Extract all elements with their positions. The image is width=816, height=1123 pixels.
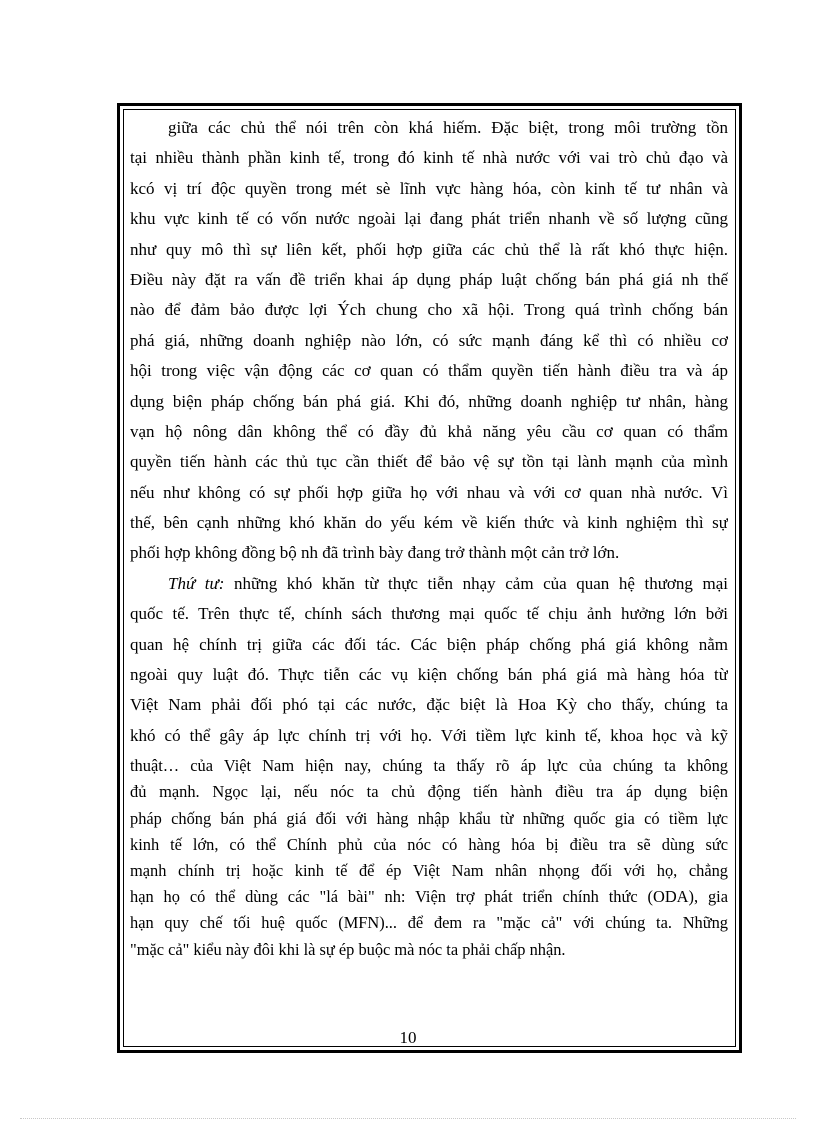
text-line: hạn họ có thể dùng các "lá bài" nh: Viện trợ phát triển chính thức (ODA), gia: [130, 887, 728, 907]
document-body: [130, 113, 728, 963]
text-line: giữa các chủ thể nói trên còn khá hiếm. Đặc biệt, trong môi trường tồn: [168, 118, 728, 137]
text-line: hạn quy chế tối huệ quốc (MFN)... để đem ra "mặc cả" với chúng ta. Những: [130, 913, 728, 933]
lower-text-section: [130, 753, 728, 963]
page-bottom-divider: [20, 1118, 796, 1119]
text-line: kinh tế lớn, có thể Chính phủ của nóc có hàng hóa bị điều tra sẽ dùng sức: [130, 834, 728, 854]
text-line: phối hợp không đồng bộ nh đã trình bày đang trở thành một cản trở lớn.: [130, 543, 620, 563]
text-line: phá giá, những doanh nghiệp nào lớn, có sức mạnh đáng kể thì có nhiều cơ: [130, 330, 728, 350]
text-line: tại nhiều thành phần kinh tế, trong đó kinh tế nhà nước với vai trò chủ đạo và: [130, 148, 728, 168]
text-line: thuật… của Việt Nam hiện nay, chúng ta thấy rõ áp lực của chúng ta không: [130, 756, 728, 776]
text-line: nào để đảm bảo được lợi Ých chung cho xã hội. Trong quá trình chống bán: [130, 300, 728, 320]
page-number: 10: [399, 1028, 417, 1047]
text-line: Điều này đặt ra vấn đề triển khai áp dụng pháp luật chống bán phá giá nh thế: [130, 269, 728, 289]
text-line: đủ mạnh. Ngọc lại, nếu nóc ta chủ động tiến hành điều tra áp dụng biện: [130, 782, 728, 802]
text-line: hội trong việc vận động các cơ quan có thẩm quyền tiến hành điều tra và áp: [130, 361, 728, 381]
text-line: mạnh chính trị hoặc kinh tế để ép Việt Nam nhân nhọng đối với họ, chẳng: [130, 860, 728, 880]
text-line: khu vực kinh tế có vốn nước ngoài lại đang phát triển nhanh về số lượng cũng: [130, 209, 728, 229]
text-line: Việt Nam phải đối phó tại các nước, đặc biệt là Hoa Kỳ cho thấy, chúng ta: [130, 695, 728, 715]
text-line: ngoài quy luật đó. Thực tiễn các vụ kiện chống bán phá giá mà hàng hóa từ: [130, 665, 728, 685]
text-line: kcó vị trí độc quyền trong mét sè lĩnh vực hàng hóa, còn kinh tế tư nhân và: [130, 178, 728, 198]
text-line: pháp chống bán phá giá đối với hàng nhập khẩu từ những quốc gia có tiềm lực: [130, 808, 728, 828]
text-line: vạn hộ nông dân không thể có đầy đủ khả năng yêu cầu cơ quan có thẩm: [130, 421, 728, 441]
text-line: thế, bên cạnh những khó khăn do yếu kém về kiến thức và kinh nghiệm thì sự: [130, 513, 728, 533]
text-line: như quy mô thì sự liên kết, phối hợp giữa các chủ thể là rất khó thực hiện.: [130, 239, 728, 259]
text-line: [130, 569, 728, 599]
paragraph-lead-italic: Thứ tư:: [168, 573, 225, 593]
text-line: "mặc cả" kiểu này đôi khi là sự ép buộc mà nóc ta phải chấp nhận.: [130, 939, 566, 959]
text-line: khó có thể gây áp lực chính trị với họ. Với tiềm lực kinh tế, khoa học và kỹ: [130, 725, 728, 745]
text-line: quyền tiến hành các thủ tục cần thiết để bảo vệ sự tồn tại lành mạnh của mình: [130, 452, 728, 472]
text-line: dụng biện pháp chống bán phá giá. Khi đó, những doanh nghiệp tư nhân, hàng: [130, 391, 728, 411]
paragraph-lead-rest: những khó khăn từ thực tiễn nhạy cảm của quan hệ thương mại: [224, 573, 728, 593]
text-line: nếu như không có sự phối hợp giữa họ với nhau và với cơ quan nhà nước. Vì: [130, 482, 728, 502]
text-line: quốc tế. Trên thực tế, chính sách thương mại quốc tế chịu ảnh hưởng lớn bởi: [130, 604, 728, 624]
text-line: quan hệ chính trị giữa các đối tác. Các biện pháp chống phá giá không nằm: [130, 634, 728, 654]
